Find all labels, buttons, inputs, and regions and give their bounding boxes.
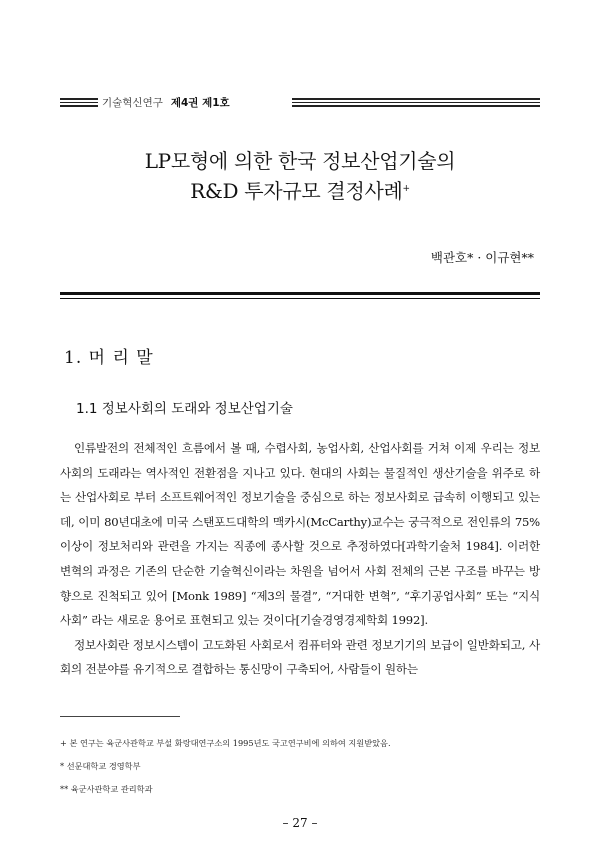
footnotes — [60, 732, 540, 801]
paragraph: 인류발전의 전체적인 흐름에서 볼 때, 수렵사회, 농업사회, 산업사회를 거쳐 이제 우리는 정보사회의 도래라는 역사적인 전환점을 지나고 있다. 현대의 사회는 물질적인 생산기술을 위주로 하는 산업사회로 부터 소프트웨어적인 정보기술을 중심으로 하는 정보사회로 급속히 이행되고 있는데, 이미 80년대초에 미국 스탠포드대학의 맥카시(McCarthy)교수는 궁극적으로 전인류의 75%이상이 정보처리와 관련을 가지는 직종에 종사할 것으로 추정하였다[과학기술처 1984]. 이러한 변혁의 과정은 기존의 단순한 기술혁신이라는 차원을 넘어서 사회 전체의 근본 구조를 바꾸는 방향으로 진척되고 있어 [Monk 1989] “제3의 물결”, “거대한 변혁”, “후기공업사회” 또는 “지식 사회” 라는 새로운 용어로 표현되고 있는 것이다[기술경영경제학회 1992]. — [60, 441, 540, 628]
footnote-author-1: * 선문대학교 경영학부 — [60, 761, 141, 771]
header-text — [102, 95, 230, 110]
header-rule-right — [292, 98, 540, 107]
title-line-1: LP모형에 의한 한국 정보산업기술의 — [144, 149, 456, 173]
journal-name: 기술혁신연구 — [102, 97, 163, 109]
footnote-funding: + 본 연구는 육군사관학교 부설 화랑대연구소의 1995년도 국고연구비에 의하여 지원받았음. — [60, 738, 391, 748]
author-list: 백관호* · 이규현** — [430, 250, 534, 265]
header-rule-left — [60, 98, 98, 107]
subsection-heading: 1.1 정보사회의 도래와 정보산업기술 — [76, 401, 293, 417]
footnote-rule — [60, 716, 180, 717]
page-number: – 27 – — [282, 816, 318, 830]
running-header — [60, 96, 540, 110]
footnote-author-2: ** 육군사관학교 관리학과 — [60, 784, 153, 794]
paragraph: 정보사회란 정보시스템이 고도화된 사회로서 컴퓨터와 관련 정보기기의 보급이 일반화되고, 사회의 전분야를 유기적으로 결합하는 통신망이 구축되어, 사람들이 원하는 — [60, 637, 540, 677]
paper-title — [60, 146, 540, 206]
title-divider — [60, 292, 540, 299]
title-line-2-text: R&D 투자규모 결정사례 — [190, 179, 403, 203]
title-footnote-mark: + — [402, 184, 410, 194]
title-line-2 — [60, 176, 540, 206]
body-text — [60, 436, 540, 682]
issue-number: 제4권 제1호 — [170, 97, 230, 109]
section-heading: 1. 머 리 말 — [64, 348, 154, 368]
